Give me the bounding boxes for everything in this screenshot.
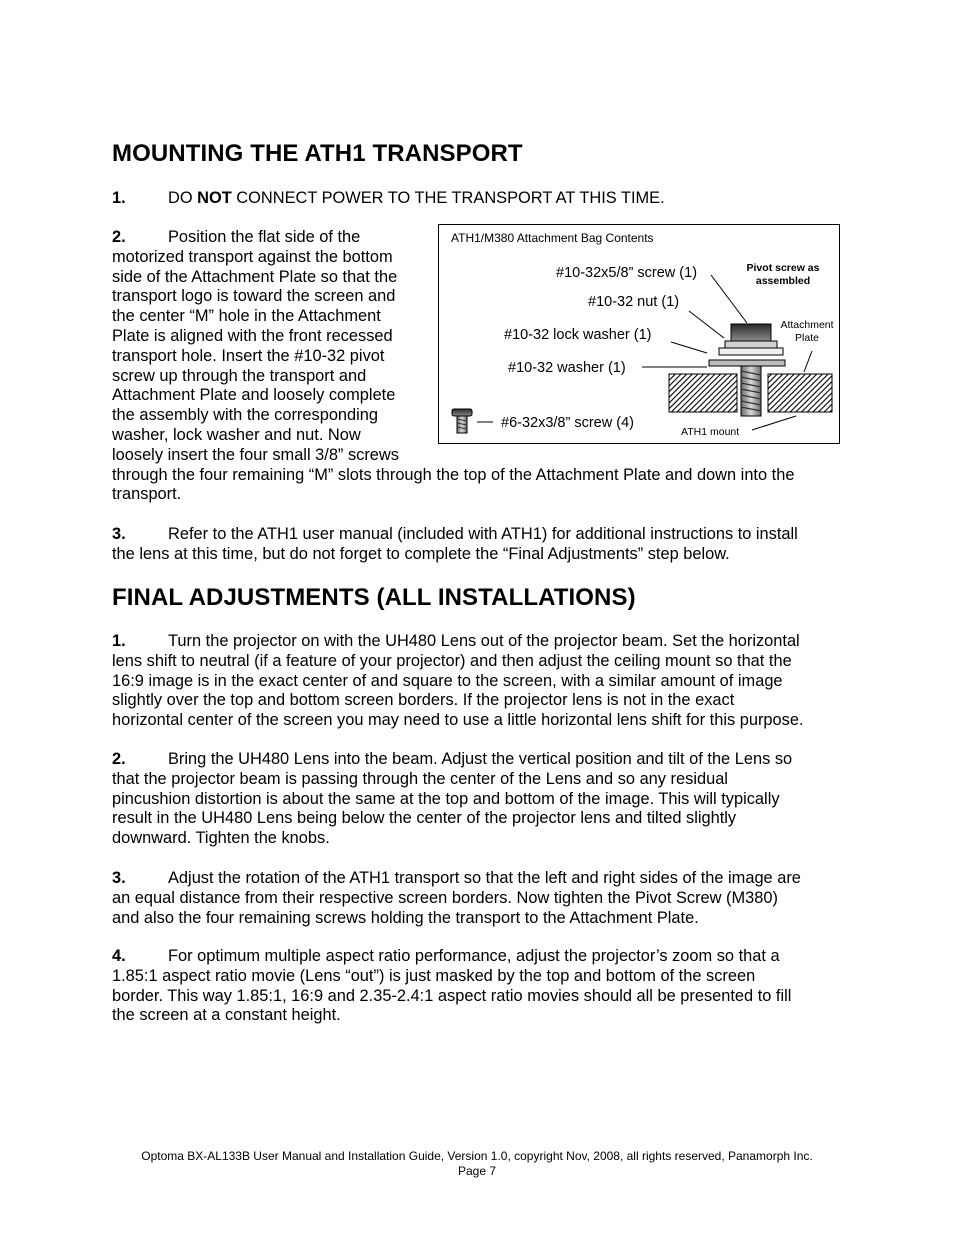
step-text: Turn the projector on with the UH480 Lens out of the projector beam. Set the horizontal <box>168 632 800 650</box>
lock-washer-label: #10-32 lock washer (1) <box>504 327 652 343</box>
final-step-4-paragraph <box>112 947 842 1026</box>
step-number: 4. <box>112 947 126 965</box>
pivot-label-line1: Pivot screw as <box>746 262 820 274</box>
step-number: 2. <box>112 750 126 768</box>
step-number: 3. <box>112 869 126 887</box>
plate-label-line2: Plate <box>795 332 819 344</box>
text-line: result in the UH480 Lens being below the center of the projector lens and tilted slightly <box>112 809 737 828</box>
final-step-3-paragraph <box>112 869 842 928</box>
step-number: 2. <box>112 228 126 246</box>
text-line: Plate is aligned with the front recessed <box>112 326 393 345</box>
step-3-paragraph <box>112 525 842 565</box>
washer-label: #10-32 washer (1) <box>508 360 626 376</box>
text-line: the screen at a constant height. <box>112 1006 341 1025</box>
diagram-svg <box>439 225 839 443</box>
text-line: transport hole. Insert the #10-32 pivot <box>112 346 385 365</box>
text-line: the assembly with the corresponding <box>112 406 379 425</box>
text-line: that the projector beam is passing through the center of the Lens and so any residual <box>112 769 728 788</box>
text-line: the center “M” hole in the Attachment <box>112 307 381 326</box>
mount-label: ATH1 mount <box>681 426 740 438</box>
plate-label-line1: Attachment <box>780 319 834 331</box>
text-line: Attachment Plate and loosely complete <box>112 386 396 405</box>
text-line: loosely insert the four small 3/8” screws <box>112 445 399 464</box>
lock-washer-icon <box>725 341 777 348</box>
washer-icon <box>719 348 783 355</box>
step-text: DO <box>168 189 198 207</box>
pivot-screw-head-icon <box>731 324 771 341</box>
step-1-paragraph <box>112 189 842 209</box>
pivot-label-line2: assembled <box>755 275 811 287</box>
text-line: and also the four remaining screws holding the transport to the Attachment Plate. <box>112 908 699 927</box>
step-number: 1. <box>112 189 126 207</box>
final-step-1-paragraph <box>112 632 842 731</box>
step-text: CONNECT POWER TO THE TRANSPORT AT THIS TIME. <box>231 189 665 207</box>
text-line: 16:9 image is in the exact center of and square to the screen, with a similar amount of image <box>112 671 783 690</box>
section-title-mounting: MOUNTING THE ATH1 TRANSPORT <box>112 140 523 167</box>
nut-leader-line <box>689 311 724 338</box>
text-line: the lens at this time, but do not forget to complete the “Final Adjustments” step below. <box>112 544 730 563</box>
step-text: Adjust the rotation of the ATH1 transport so that the left and right sides of the image are <box>168 869 801 887</box>
text-line: transport logo is toward the screen and <box>112 287 396 306</box>
text-line: motorized transport against the bottom <box>112 247 393 266</box>
step-text: Refer to the ATH1 user manual (included with ATH1) for additional instructions to install <box>168 525 798 543</box>
attachment-bag-diagram <box>438 224 840 444</box>
text-line: an equal distance from their respective screen borders. Now tighten the Pivot Screw (M380) <box>112 888 778 907</box>
text-line <box>112 869 842 889</box>
attachment-plate <box>709 360 785 366</box>
page-footer <box>0 1149 954 1179</box>
mount-block-left <box>669 374 737 412</box>
text-line: side of the Attachment Plate so that the <box>112 267 398 286</box>
nut-label: #10-32 nut (1) <box>588 294 680 310</box>
text-line: screw up through the transport and <box>112 366 367 385</box>
diagram-title: ATH1/M380 Attachment Bag Contents <box>451 231 654 245</box>
text-line: transport. <box>112 485 182 504</box>
text-line: downward. Tighten the knobs. <box>112 829 330 848</box>
screw-leader-line <box>711 275 747 323</box>
text-line: 1.85:1 aspect ratio movie (Lens “out”) is just masked by the top and bottom of the screen <box>112 966 756 985</box>
small-screw-head-icon <box>452 409 472 416</box>
step-text: Bring the UH480 Lens into the beam. Adjust the vertical position and tilt of the Lens so <box>168 750 793 768</box>
text-line: border. This way 1.85:1, 16:9 and 2.35-2.4:1 aspect ratio movies should all be presented to fill <box>112 986 792 1005</box>
footer-page-number: Page 7 <box>457 1164 497 1178</box>
text-line <box>112 632 842 652</box>
text-line: horizontal center of the screen you may need to use a little horizontal lens shift for this purpose. <box>112 711 804 730</box>
step-emphasis: NOT <box>197 189 232 207</box>
mount-leader-line <box>752 416 796 430</box>
text-line <box>112 525 842 545</box>
step-number: 3. <box>112 525 126 543</box>
footer-copyright: Optoma BX-AL133B User Manual and Installation Guide, Version 1.0, copyright Nov, 2008, all rights reserved, Panamorph Inc. <box>141 1149 813 1163</box>
text-line: lens shift to neutral (if a feature of your projector) and then adjust the ceiling mount so that the <box>112 651 792 670</box>
text-line <box>112 750 842 770</box>
text-line: pincushion distortion is about the same at the top and bottom of the image. This will typically <box>112 789 780 808</box>
text-line: washer, lock washer and nut. Now <box>112 425 361 444</box>
text-line: through the four remaining “M” slots through the top of the Attachment Plate and down into the <box>112 465 795 484</box>
plate-leader-line <box>804 351 812 372</box>
step-text: For optimum multiple aspect ratio performance, adjust the projector’s zoom so that a <box>168 947 780 965</box>
step-text: Position the flat side of the <box>168 228 361 246</box>
step-number: 1. <box>112 632 126 650</box>
lock-washer-leader-line <box>671 342 707 353</box>
screw-label: #10-32x5/8” screw (1) <box>556 265 698 281</box>
section-title-final-adjustments: FINAL ADJUSTMENTS (ALL INSTALLATIONS) <box>112 584 636 611</box>
text-line <box>112 947 842 967</box>
mount-block-right <box>768 374 832 412</box>
small-screw-label: #6-32x3/8” screw (4) <box>501 415 634 431</box>
final-step-2-paragraph <box>112 750 842 849</box>
text-line: slightly over the top and bottom screen borders. If the projector lens is not in the exact <box>112 691 735 710</box>
